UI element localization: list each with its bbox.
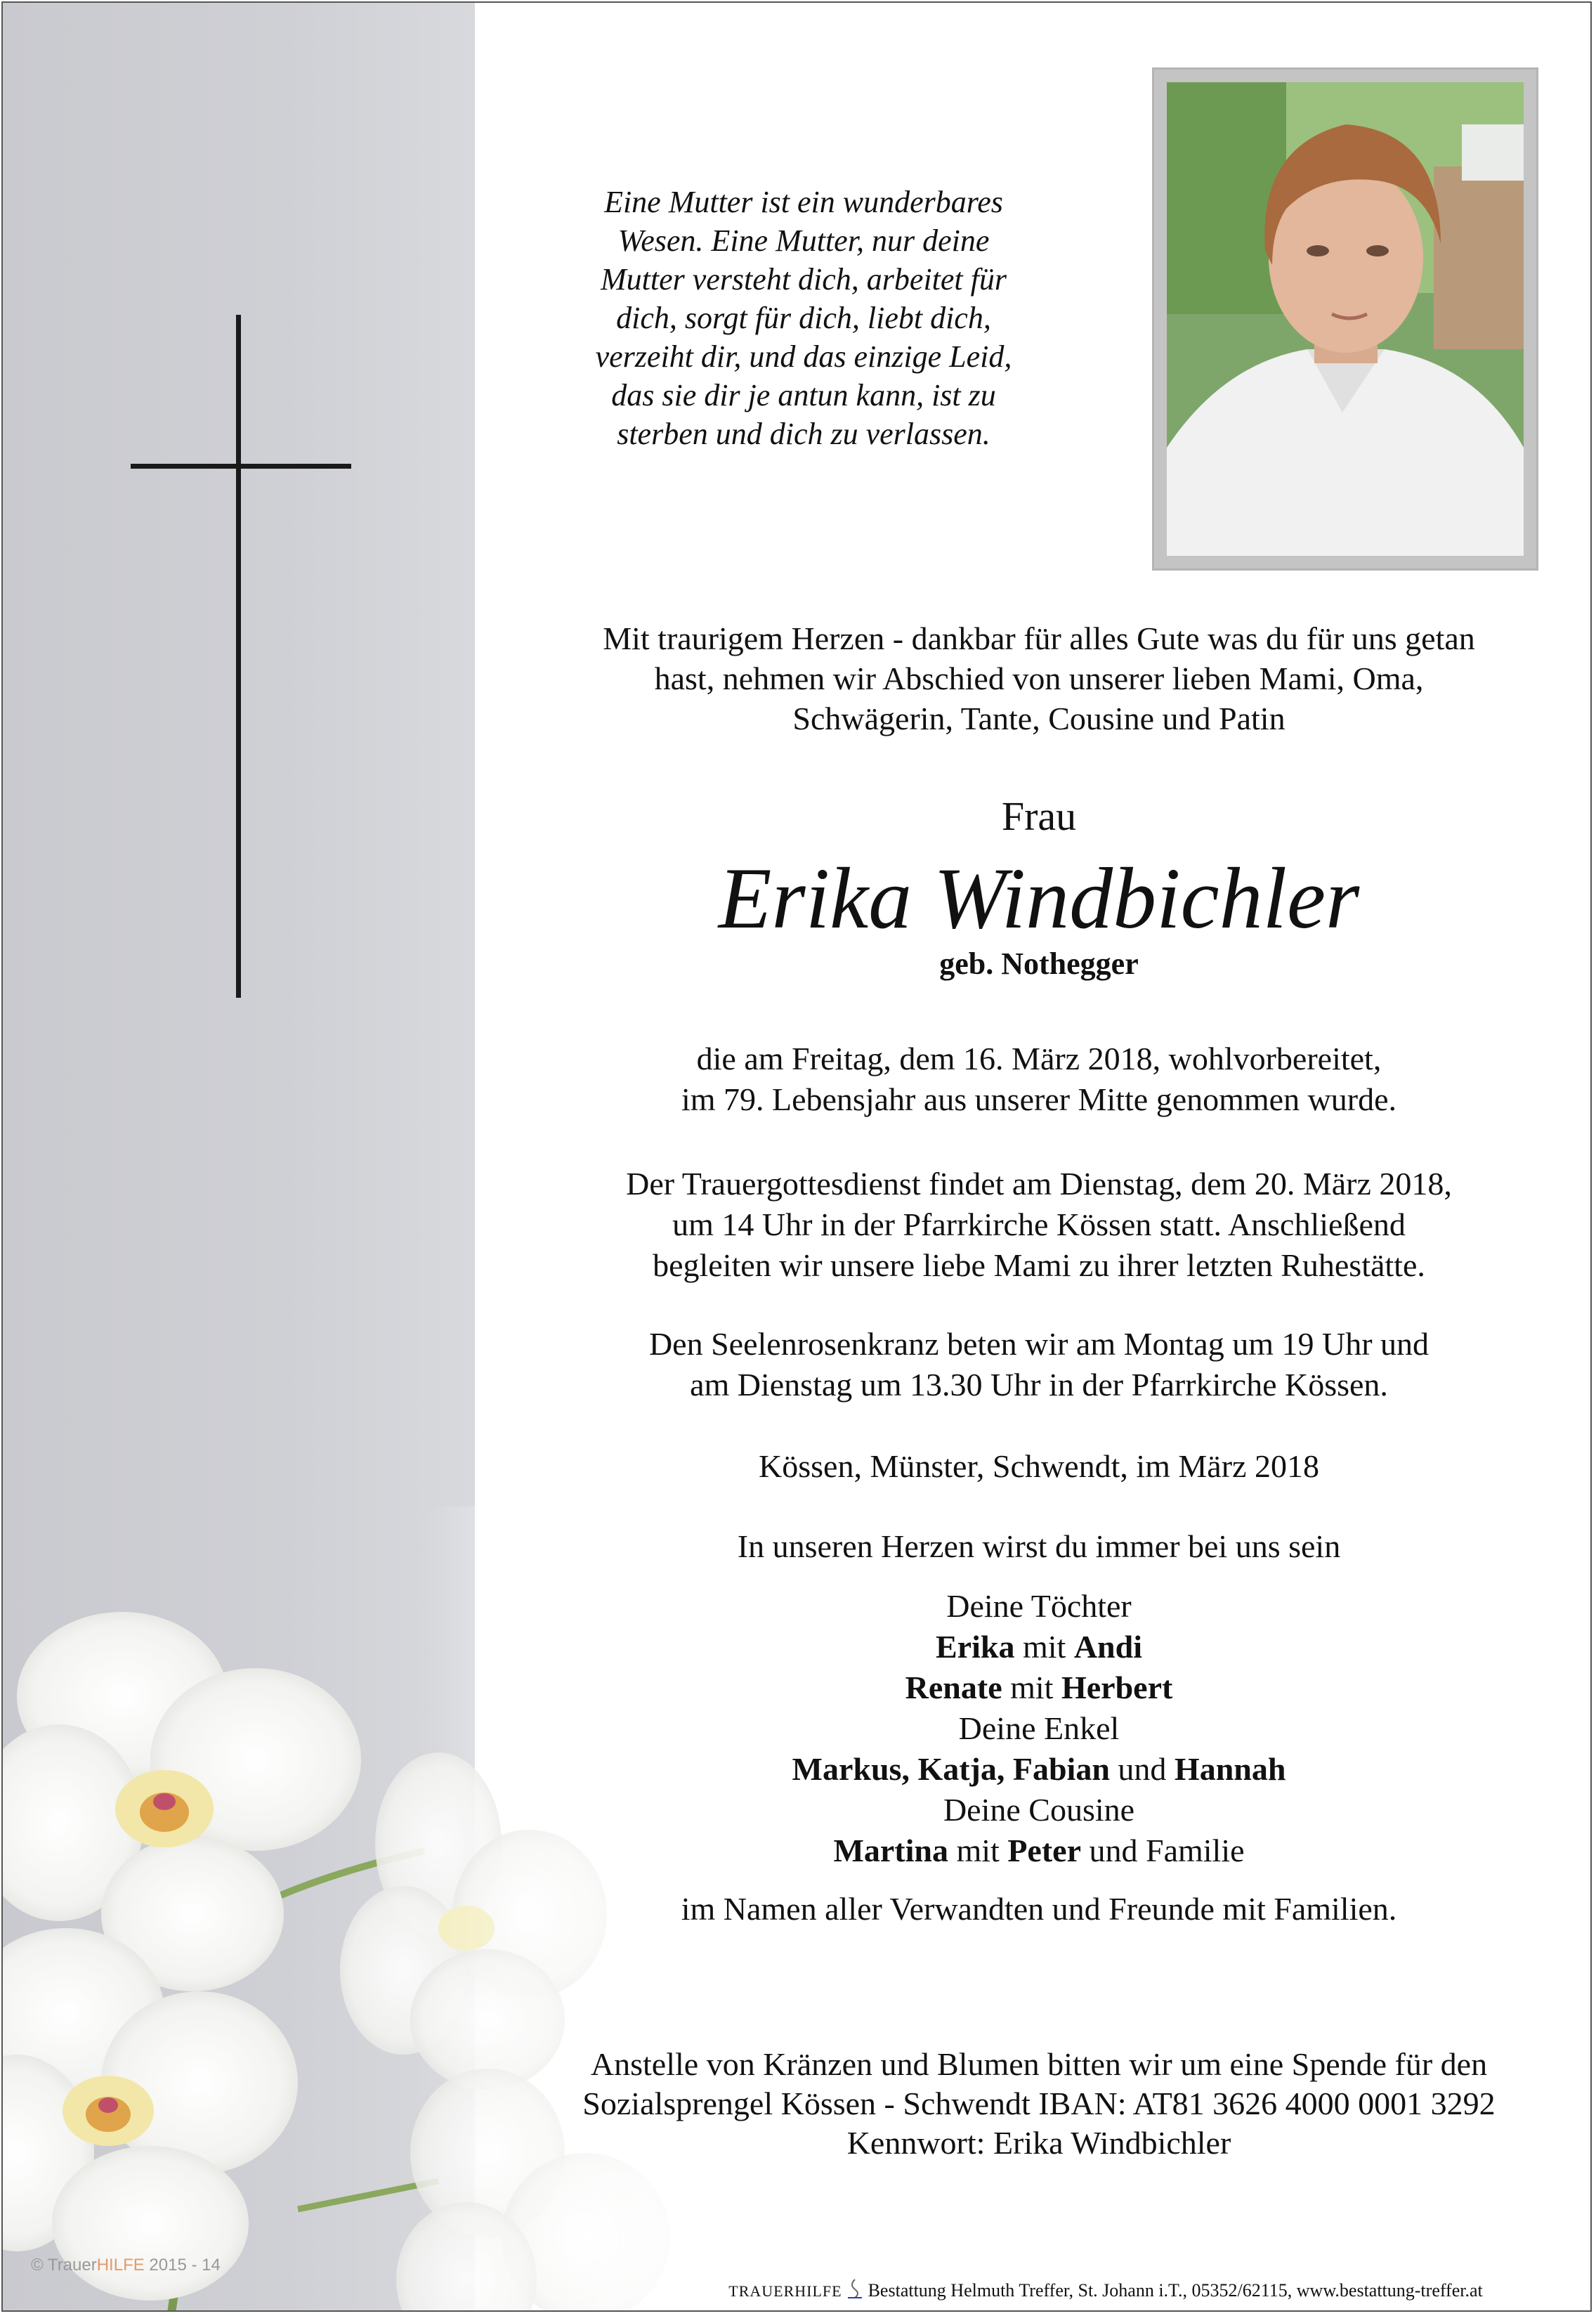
poem-line: dich, sorgt für dich, liebt dich, — [616, 301, 991, 335]
obituary-card — [1, 1, 1592, 2312]
deceased-name: Erika Windbichler — [718, 850, 1360, 946]
service-info — [495, 1164, 1583, 1286]
donation-line: Sozialsprengel Kössen - Schwendt IBAN: AT81 3626 4000 0001 3292 — [582, 2086, 1496, 2121]
trauerhilfe-logo-icon[interactable] — [846, 2278, 863, 2299]
mourners-list — [495, 1586, 1583, 1871]
donation-line: Anstelle von Kränzen und Blumen bitten wir um eine Spende für den — [590, 2046, 1488, 2082]
mourner-entry: Markus, Katja, Fabian und Hannah — [792, 1751, 1286, 1787]
donation-request — [495, 2045, 1583, 2163]
rosary-info — [495, 1324, 1583, 1405]
poem-line: Wesen. Eine Mutter, nur deine — [617, 223, 990, 258]
rosary-line: Den Seelenrosenkranz beten wir am Montag um 19 Uhr und — [648, 1326, 1430, 1362]
place-date: Kössen, Münster, Schwendt, im März 2018 — [759, 1448, 1319, 1484]
intro-line: Schwägerin, Tante, Cousine und Patin — [792, 701, 1286, 736]
copyright-notice: © TrauerHILFE 2015 - 14 — [31, 2256, 221, 2275]
poem-line: sterben und dich zu verlassen. — [617, 417, 990, 451]
cross-icon — [236, 315, 241, 998]
intro-line: hast, nehmen wir Abschied von unserer lieben Mami, Oma, — [654, 661, 1424, 696]
cross-icon-bar — [131, 464, 351, 469]
intro-text — [495, 618, 1583, 739]
poem-line: verzeiht dir, und das einzige Leid, — [595, 339, 1012, 374]
donation-line: Kennwort: Erika Windbichler — [846, 2125, 1231, 2161]
hearts-line: In unseren Herzen wirst du immer bei uns sein — [737, 1528, 1341, 1564]
grandchildren-label: Deine Enkel — [958, 1710, 1120, 1746]
mourner-entry: Erika mit Andi — [936, 1629, 1142, 1665]
salutation: Frau — [1001, 793, 1077, 839]
poem-line: Eine Mutter ist ein wunderbares — [604, 185, 1003, 219]
mourner-entry: Martina mit Peter und Familie — [833, 1833, 1245, 1868]
death-notice-line: die am Freitag, dem 16. März 2018, wohlvorbereitet, — [696, 1041, 1382, 1076]
intro-line: Mit traurigem Herzen - dankbar für alles Gute was du für uns getan — [603, 620, 1475, 656]
maiden-name: geb. Nothegger — [939, 946, 1139, 981]
poem-line: Mutter versteht dich, arbeitet für — [601, 262, 1007, 297]
footer-text: Bestattung Helmuth Treffer, St. Johann i.T., 05352/62115, www.bestattung-treffer.at — [868, 2280, 1483, 2301]
death-notice-line: im 79. Lebensjahr aus unserer Mitte genommen wurde. — [681, 1081, 1397, 1117]
portrait-photo — [1152, 67, 1538, 571]
mourner-entry: Renate mit Herbert — [905, 1670, 1173, 1705]
rosary-line: am Dienstag um 13.30 Uhr in der Pfarrkirche Kössen. — [690, 1367, 1388, 1403]
behalf-line: im Namen aller Verwandten und Freunde mit Familien. — [681, 1891, 1397, 1927]
cousin-label: Deine Cousine — [943, 1792, 1135, 1828]
service-line: Der Trauergottesdienst findet am Dienstag, dem 20. März 2018, — [626, 1166, 1452, 1202]
footer-brand: TRAUERHILFE — [728, 2282, 842, 2300]
service-line: begleiten wir unsere liebe Mami zu ihrer letzten Ruhestätte. — [653, 1247, 1425, 1283]
memorial-poem — [537, 183, 1071, 453]
poem-line: das sie dir je antun kann, ist zu — [611, 378, 996, 412]
service-line: um 14 Uhr in der Pfarrkirche Kössen statt. Anschließend — [672, 1206, 1406, 1242]
footer — [635, 2278, 1576, 2301]
daughters-label: Deine Töchter — [946, 1588, 1132, 1624]
death-notice — [495, 1039, 1583, 1120]
